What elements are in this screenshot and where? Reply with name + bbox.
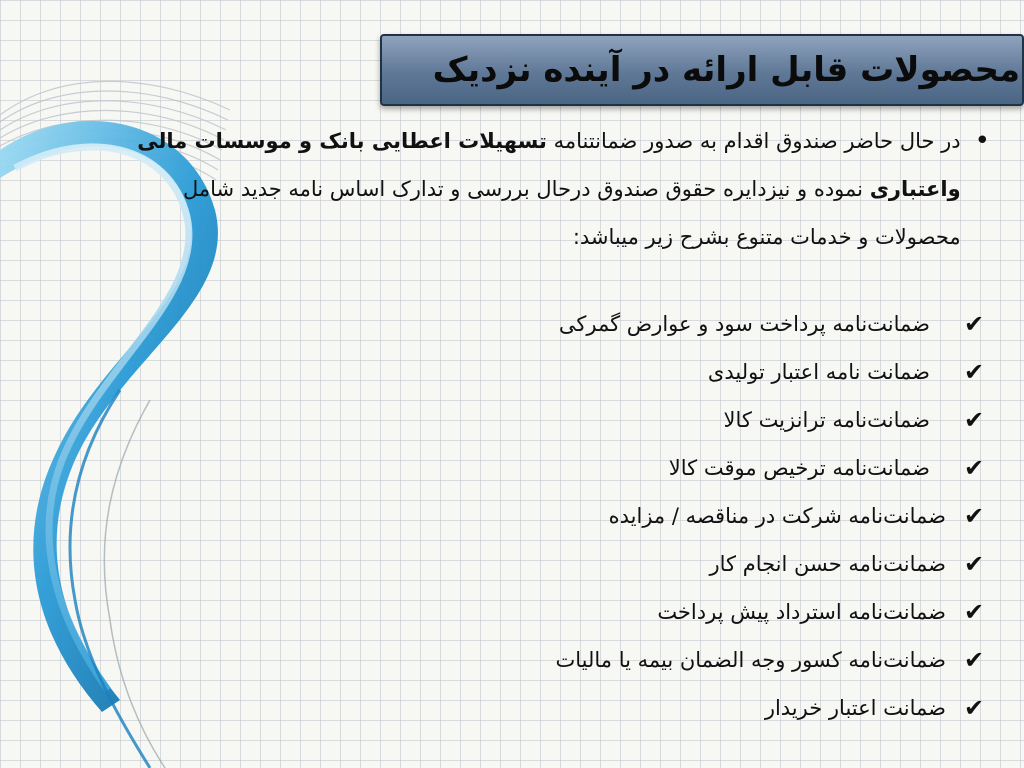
check-icon: ✔ [963,646,985,674]
intro-paragraph [100,117,990,261]
list-item-label: ضمانت‌نامه شرکت در مناقصه / مزایده [608,504,946,528]
ribbon-accent-line [70,390,150,768]
products-list [368,300,988,732]
intro-text-part-2: نموده و نیزدایره حقوق صندوق درحال بررسی و تدارک اساس نامه جدید شامل محصولات و خدمات متنوع بشرح زیر میباشد: [183,177,961,249]
list-item [368,300,988,348]
list-item-label: ضمانت‌نامه ترخیص موقت کالا [668,456,930,480]
check-icon: ✔ [963,406,985,434]
list-item-label: ضمانت‌نامه پرداخت سود و عوارض گمرکی [558,312,930,336]
check-icon: ✔ [963,694,985,722]
list-item [368,492,988,540]
list-item [368,396,988,444]
check-icon: ✔ [963,310,985,338]
list-item [368,684,988,732]
list-item [368,444,988,492]
bullet-icon: • [974,126,990,156]
list-item-label: ضمانت‌نامه کسور وجه الضمان بیمه یا مالیات [555,648,946,672]
slide-title: محصولات قابل ارائه در آینده نزدیک [432,50,1020,90]
intro-text-part-1: در حال حاضر صندوق اقدام به صدور ضمانتنامه [546,129,961,153]
list-item-label: ضمانت نامه اعتبار تولیدی [707,360,930,384]
list-item-label: ضمانت‌نامه ترانزیت کالا [723,408,930,432]
intro-text-bold: تسهیلات اعطایی بانک و موسسات مالی واعتباری [137,129,961,201]
list-item [368,588,988,636]
intro-text [100,117,961,261]
check-icon: ✔ [963,502,985,530]
list-item [368,636,988,684]
check-icon: ✔ [963,454,985,482]
decorative-ribbon [0,0,340,768]
check-icon: ✔ [963,358,985,386]
check-icon: ✔ [963,550,985,578]
check-icon: ✔ [963,598,985,626]
list-item-label: ضمانت‌نامه استرداد پیش پرداخت [657,600,946,624]
list-item-label: ضمانت اعتبار خریدار [764,696,946,720]
list-item [368,540,988,588]
list-item-label: ضمانت‌نامه حسن انجام کار [709,552,946,576]
list-item [368,348,988,396]
ribbon-thin-line [104,400,165,768]
